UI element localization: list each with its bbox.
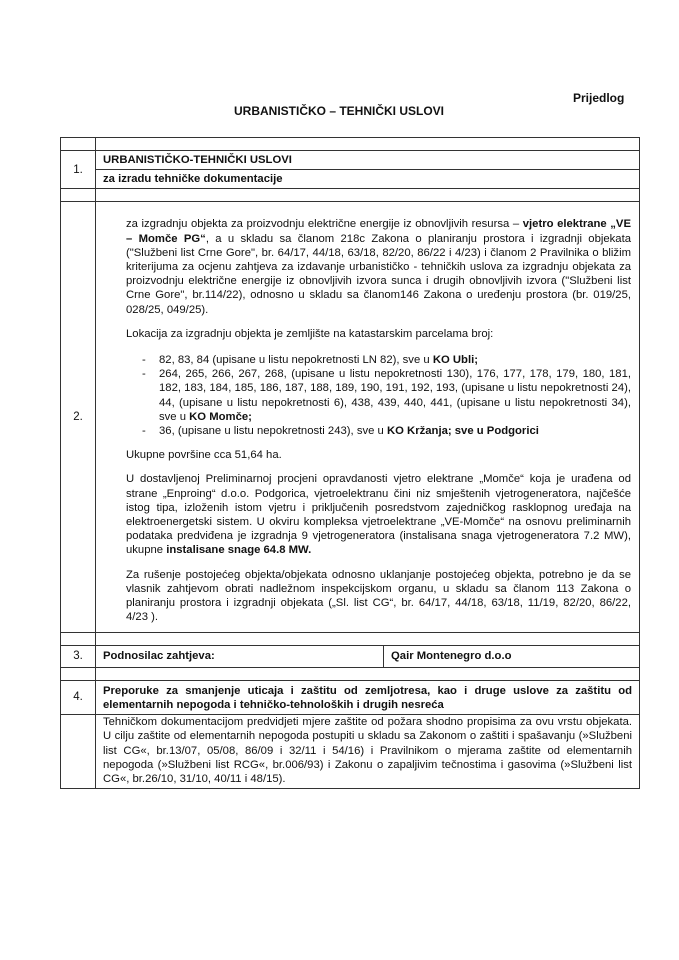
area-paragraph: Ukupne površine cca 51,64 ha.	[126, 449, 282, 462]
spacer-row	[61, 189, 640, 202]
section-1-subtitle: za izradu tehničke dokumentacije	[103, 173, 283, 186]
location-paragraph: Lokacija za izgradnju objekta je zemljište na katastarskim parcelama broj:	[126, 327, 494, 340]
applicant-label: Podnosilac zahtjeva:	[96, 646, 384, 667]
section-number: 3.	[61, 646, 96, 667]
intro-paragraph: za izgradnju objekta za proizvodnju električne energije iz obnovljivih resursa – vjetro elektrane „VE – Momče PG“, a u skladu sa članom 218c Zakona o planiranju prostora i izgradnji objekata ("Službeni list Crne Gore", br. 64/17, 44/18, 63/18, 82/20, 86/22 i 4/23) i članom 2 Pravilnika o bližim kriterijuma za ocjenu zahtjeva za izdavanje urbanističko - tehničkih uslova za izgradnju objekata za proizvodnju električne energije iz obnovljivih izvora sunca i drugih obnovljivih izvora ("Službeni list Crne Gore", br.114/22), odnosno u skladu sa članom146 Zakona o uređenju prostora (br. 019/25, 028/25, 049/25).	[126, 218, 631, 316]
section-4-body: Tehničkom dokumentacijom predvidjeti mjere zaštite od požara shodno propisima za ovu vrstu objekata. U cilju zaštite od elementarnih nepogoda postupiti u skladu sa Zakonom o zaštiti i spašavanju (»Službeni list CG«, br.13/07, 05/08, 86/09 i 32/11 i 54/16) i Pravilnikom o mjerama zaštite od elementarnih nepogoda (»Službeni list RCG«, br.006/93) i Zakonu o zapaljivim tečnostima i gasovima (»Službeni list CG«, br.26/10, 31/10, 40/11 i 48/15).	[96, 715, 640, 789]
section-3-row	[61, 646, 640, 667]
demolition-paragraph: Za rušenje postojećeg objekta/objekata odnosno uklanjanje postojećeg objekta, potrebno je da se vlasnik zahtjevom obrati nadležnom inspekcijskom organu, u skladu sa članom 113 Zakona o planiranju prostora i izgradnji objekata („Sl. list CG“, br. 64/17, 44/18, 63/18, 11/19, 82/20, 86/22, 4/23 ).	[126, 568, 631, 624]
section-number: 1.	[61, 151, 96, 189]
section-2-row	[61, 202, 640, 633]
conditions-table	[60, 137, 640, 789]
assessment-paragraph: U dostavljenoj Preliminarnoj procjeni opravdanosti vjetro elektrane „Momče“ koja je urađena od strane „Enproing“ d.o.o. Podgorica, vjetroelektranu čini niz smještenih vjetrogeneratora, najčešće istog tipa, izloženih istom vjetru i priključenih posredstvom zajedničkog rasklopnog uređaja na elektroenergetski sistem. U okviru kompleksa vjetroelektrane „VE-Momče“ na osnovu preliminarnih podataka predviđena je izgradnja 9 vjetrogeneratora (instalisana snaga vjetrogeneratora 7.2 MW), ukupne instalisane snage 64.8 MW.	[126, 473, 631, 557]
spacer-row	[61, 633, 640, 646]
section-4-body-row	[61, 715, 640, 789]
list-item: - 36, (upisane u listu nepokretnosti 243), sve u KO Kržanja; sve u Podgorici	[144, 424, 631, 438]
section-4-heading: Preporuke za smanjenje uticaja i zaštitu od zemljotresa, kao i druge uslove za zaštitu od elementarnih nepogoda i tehničko-tehnoloških i drugih nesreća	[96, 680, 640, 714]
parcel-list	[126, 353, 631, 438]
document-title: URBANISTIČKO – TEHNIČKI USLOVI	[234, 104, 445, 118]
spacer-row	[61, 138, 640, 151]
draft-label: Prijedlog	[573, 91, 625, 105]
section-4-row	[61, 680, 640, 714]
list-item: - 264, 265, 266, 267, 268, (upisane u listu nepokretnosti 130), 176, 177, 178, 179, 180, 181, 182, 183, 184, 185, 186, 187, 188, 189, 190, 191, 192, 193, (upisane u listu nepokretnosti 24), 44, (upisane u listu nepokretnosti 6), 438, 439, 440, 441, (upisane u listu nepokretnosti 34), sve u KO Momče;	[144, 367, 631, 424]
section-1-row	[61, 151, 640, 189]
section-number: 2.	[61, 202, 96, 633]
section-number: 4.	[61, 680, 96, 714]
section-1-title: URBANISTIČKO-TEHNIČKI USLOVI	[96, 151, 639, 170]
spacer-row	[61, 667, 640, 680]
applicant-value: Qair Montenegro d.o.o	[384, 646, 640, 667]
list-item: - 82, 83, 84 (upisane u listu nepokretnosti LN 82), sve u KO Ubli;	[144, 353, 631, 367]
